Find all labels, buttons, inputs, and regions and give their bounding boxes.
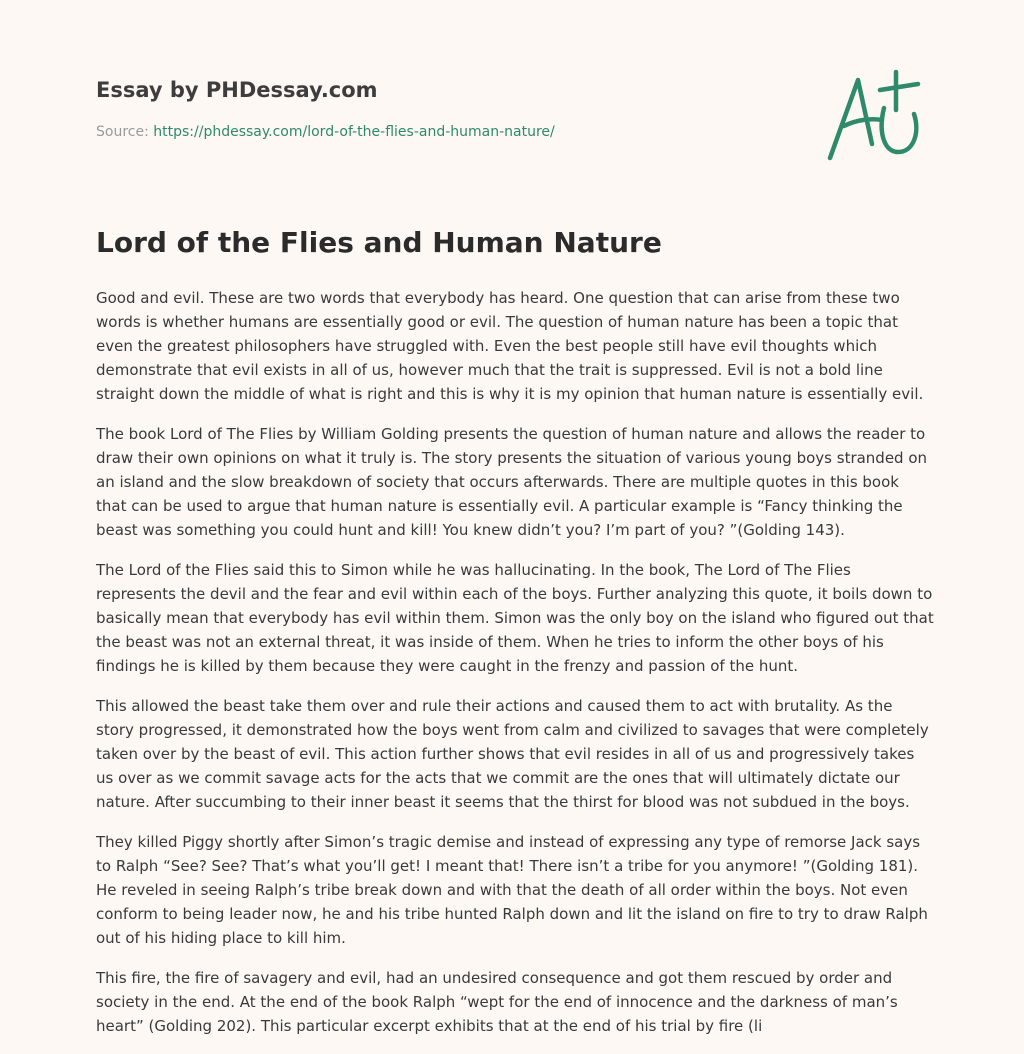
source-line xyxy=(96,124,936,140)
essay-body xyxy=(96,286,934,1054)
essay-paragraph: The Lord of the Flies said this to Simon while he was hallucinating. In the book, The Lord of The Flies represents the devil and the fear and evil within each of the boys. Further analyzing this quote, it boils down to basically mean that everybody has evil within them. Simon was the only boy on the island who figured out that the beast was not an external threat, it was inside of them. When he tries to inform the other boys of his findings he is killed by them because they were caught in the frenzy and passion of the hunt. xyxy=(96,561,934,675)
essay-paragraph: Good and evil. These are two words that everybody has heard. One question that can arise from these two words is whether humans are essentially good or evil. The question of human nature has been a topic that even the greatest philosophers have struggled with. Even the best people still have evil thoughts which demonstrate that evil exists in all of us, however much that the trait is suppressed. Evil is not a bold line straight down the middle of what is right and this is why it is my opinion that human nature is essentially evil. xyxy=(96,289,924,403)
essay-paragraph: They killed Piggy shortly after Simon’s tragic demise and instead of expressing any type of remorse Jack says to Ralph “See? See? That’s what you’ll get! I meant that! There isn’t a tribe for you anymore! ”(Golding 181). He reveled in seeing Ralph’s tribe break down and with that the death of all order within the boys. Not even conform to being leader now, he and his tribe hunted Ralph down and lit the island on fire to try to draw Ralph out of his hiding place to kill him. xyxy=(96,833,928,947)
essay-paragraph: This fire, the fire of savagery and evil, had an undesired consequence and got them rescued by order and society in the end. At the end of the book Ralph “wept for the end of innocence and the darkness of man’s heart” (Golding 202). This particular excerpt exhibits that at the end of his trial by fire (li xyxy=(96,969,898,1035)
site-brand: Essay by PHDessay.com xyxy=(96,78,378,102)
header xyxy=(96,78,936,140)
source-link[interactable]: https://phdessay.com/lord-of-the-flies-and-human-nature/ xyxy=(153,124,555,140)
essay-title: Lord of the Flies and Human Nature xyxy=(96,226,662,259)
essay-paragraph: This allowed the beast take them over and rule their actions and caused them to act with brutality. As the story progressed, it demonstrated how the boys went from calm and civilized to savages that were completely taken over by the beast of evil. This action further shows that evil resides in all of us and progressively takes us over as we commit savage acts for the acts that we commit are the ones that will ultimately dictate our nature. After succumbing to their inner beast it seems that the thirst for blood was not subdued in the boys. xyxy=(96,697,929,811)
source-label: Source: xyxy=(96,124,149,140)
essay-paragraph: The book Lord of The Flies by William Golding presents the question of human nature and allows the reader to draw their own opinions on what it truly is. The story presents the situation of various young boys stranded on an island and the slow breakdown of society that occurs afterwards. There are multiple quotes in this book that can be used to argue that human nature is essentially evil. A particular example is “Fancy thinking the beast was something you could hunt and kill! You knew didn’t you? I’m part of you? ”(Golding 143). xyxy=(96,425,928,539)
a-plus-logo-icon xyxy=(822,66,930,166)
